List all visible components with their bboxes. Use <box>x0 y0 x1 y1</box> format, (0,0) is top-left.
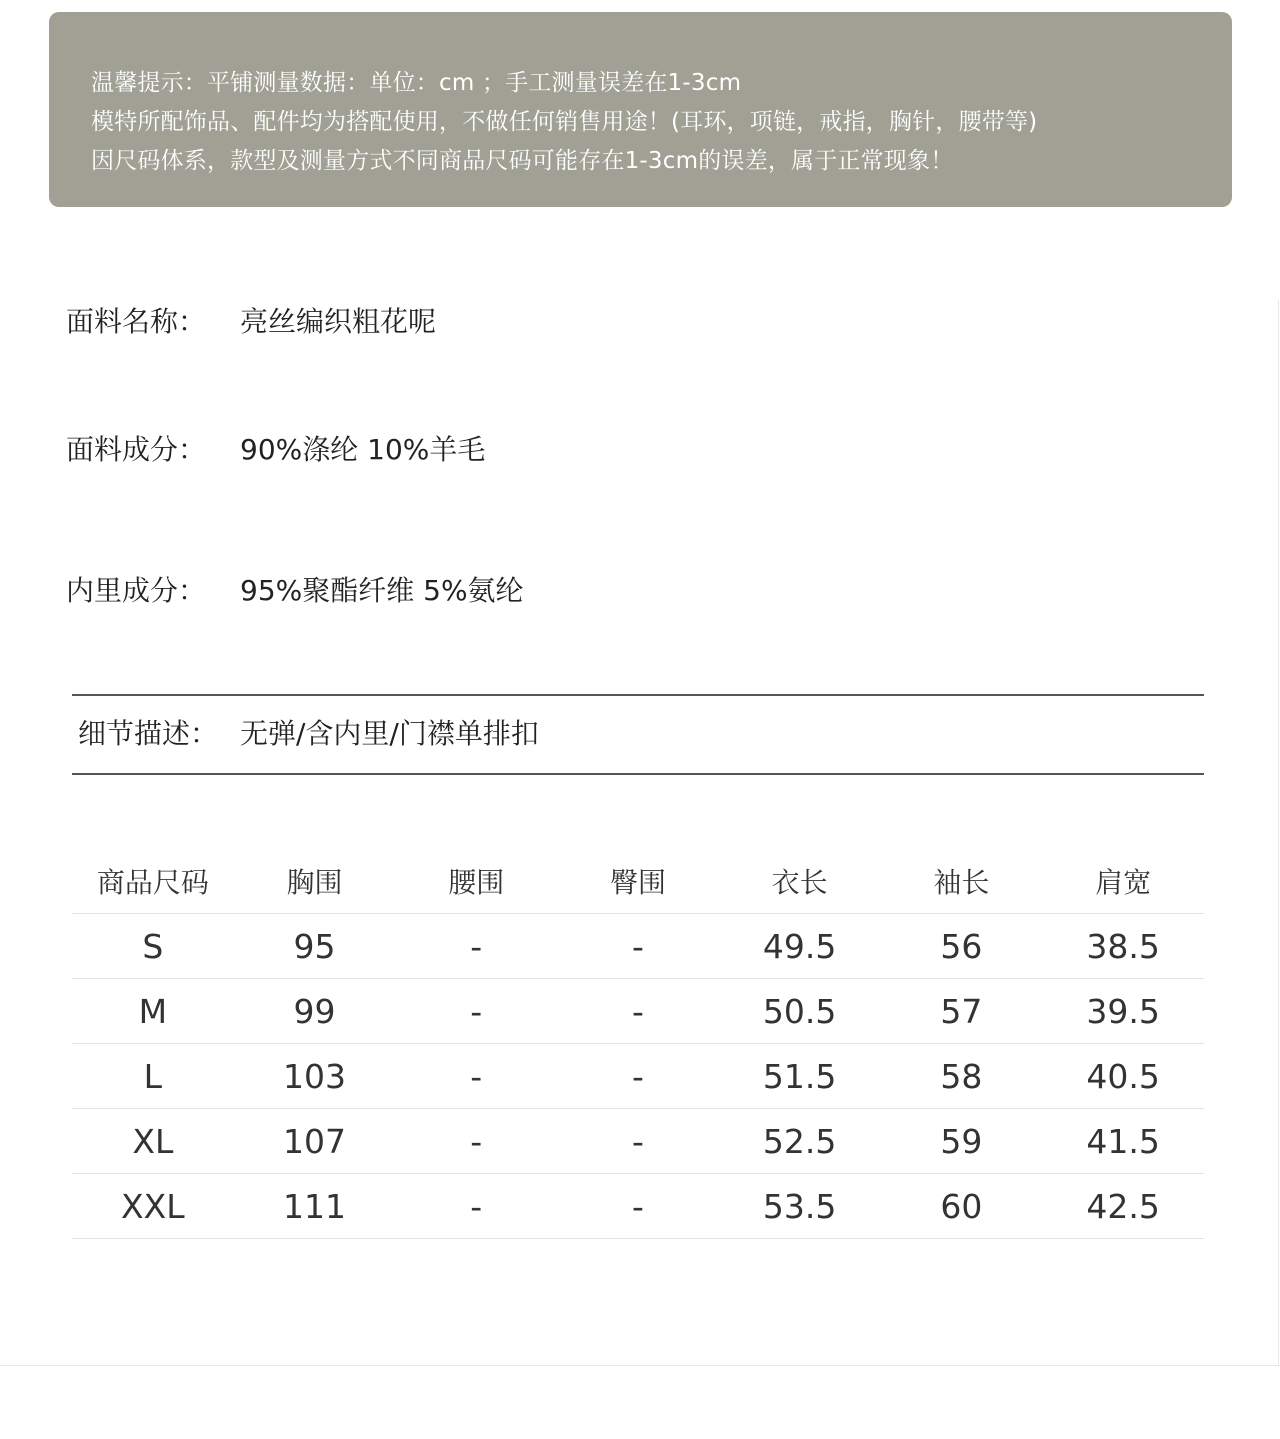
header-sleeve: 袖长 <box>881 849 1043 914</box>
table-row <box>72 1109 1204 1174</box>
cell-shoulder: 41.5 <box>1042 1109 1204 1174</box>
header-shoulder: 肩宽 <box>1042 849 1204 914</box>
details-value: 无弹/含内里/门襟单排扣 <box>240 717 539 750</box>
cell-chest: 103 <box>234 1044 396 1109</box>
cell-hip: - <box>557 1109 719 1174</box>
cell-shoulder: 39.5 <box>1042 979 1204 1044</box>
cell-chest: 107 <box>234 1109 396 1174</box>
details-divider-top <box>72 694 1204 696</box>
fabric-name-value: 亮丝编织粗花呢 <box>240 305 437 338</box>
cell-shoulder: 38.5 <box>1042 914 1204 979</box>
lining-composition-row <box>66 571 524 611</box>
fabric-composition-row <box>66 430 485 470</box>
size-table-header-row <box>72 849 1204 914</box>
header-hip: 臀围 <box>557 849 719 914</box>
lining-composition-label: 内里成分： <box>66 574 207 607</box>
cell-hip: - <box>557 914 719 979</box>
fabric-name-label: 面料名称： <box>66 305 207 338</box>
cell-length: 51.5 <box>719 1044 881 1109</box>
bottom-divider <box>0 1365 1280 1366</box>
notice-line-size-deviation: 因尺码体系，款型及测量方式不同商品尺码可能存在1-3cm的误差，属于正常现象！ <box>91 148 954 174</box>
cell-shoulder: 40.5 <box>1042 1044 1204 1109</box>
cell-hip: - <box>557 1044 719 1109</box>
cell-size: M <box>72 979 234 1044</box>
table-row <box>72 1044 1204 1109</box>
fabric-name-row <box>66 302 436 342</box>
fabric-composition-label: 面料成分： <box>66 433 207 466</box>
cell-length: 50.5 <box>719 979 881 1044</box>
cell-chest: 95 <box>234 914 396 979</box>
right-edge-divider <box>1278 300 1279 1366</box>
table-row <box>72 1174 1204 1239</box>
cell-waist: - <box>395 1174 557 1239</box>
cell-shoulder: 42.5 <box>1042 1174 1204 1239</box>
header-chest: 胸围 <box>234 849 396 914</box>
cell-waist: - <box>395 1044 557 1109</box>
table-row <box>72 979 1204 1044</box>
notice-line-accessories: 模特所配饰品、配件均为搭配使用，不做任何销售用途！(耳环，项链，戒指，胸针，腰带等) <box>91 109 1038 135</box>
cell-size: XXL <box>72 1174 234 1239</box>
cell-sleeve: 59 <box>881 1109 1043 1174</box>
notice-line-measurement: 温馨提示：平铺测量数据：单位：cm ；手工测量误差在1-3cm <box>91 70 742 96</box>
cell-waist: - <box>395 914 557 979</box>
cell-length: 53.5 <box>719 1174 881 1239</box>
cell-hip: - <box>557 979 719 1044</box>
cell-waist: - <box>395 979 557 1044</box>
cell-size: XL <box>72 1109 234 1174</box>
cell-waist: - <box>395 1109 557 1174</box>
table-row <box>72 914 1204 979</box>
cell-hip: - <box>557 1174 719 1239</box>
lining-composition-value: 95%聚酯纤维 5%氨纶 <box>240 574 524 607</box>
cell-sleeve: 58 <box>881 1044 1043 1109</box>
notice-banner <box>49 12 1232 207</box>
cell-length: 49.5 <box>719 914 881 979</box>
header-size: 商品尺码 <box>72 849 234 914</box>
cell-sleeve: 57 <box>881 979 1043 1044</box>
size-table <box>72 849 1204 1239</box>
cell-length: 52.5 <box>719 1109 881 1174</box>
fabric-composition-value: 90%涤纶 10%羊毛 <box>240 433 486 466</box>
cell-sleeve: 60 <box>881 1174 1043 1239</box>
details-label: 细节描述： <box>78 717 219 750</box>
cell-size: S <box>72 914 234 979</box>
header-length: 衣长 <box>719 849 881 914</box>
header-waist: 腰围 <box>395 849 557 914</box>
cell-chest: 111 <box>234 1174 396 1239</box>
cell-size: L <box>72 1044 234 1109</box>
cell-chest: 99 <box>234 979 396 1044</box>
cell-sleeve: 56 <box>881 914 1043 979</box>
details-divider-bottom <box>72 773 1204 775</box>
details-row <box>78 714 539 754</box>
